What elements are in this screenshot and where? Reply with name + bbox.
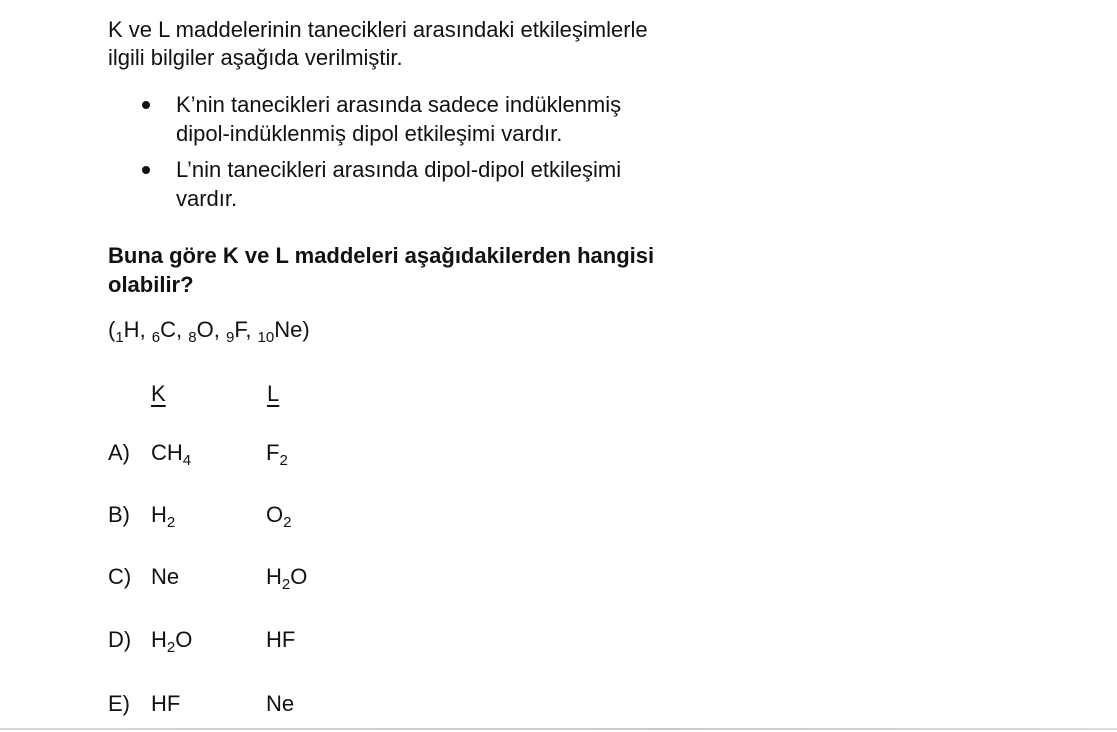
bullet-k-line-2: dipol-indüklenmiş dipol etkileşimi vardır.: [176, 121, 563, 146]
atomic-numbers: ($_1H$, $_6$C, $_8$O, $_9$F, $_{10}$Ne): [108, 317, 310, 346]
column-header-k: K: [151, 381, 166, 406]
option-letter: D): [108, 627, 132, 652]
option-letter: C): [108, 564, 132, 589]
element-symbol-f: F: [234, 317, 246, 342]
option-letter: A): [108, 440, 130, 465]
option-l-formula: $F_2$: [266, 440, 288, 469]
question-line-2: olabilir?: [108, 272, 194, 297]
atomic-number-o: 8: [188, 329, 197, 346]
element-symbol-o: O: [196, 317, 214, 342]
option-k-formula: HF: [151, 691, 181, 716]
option-k-formula: Ne: [151, 564, 180, 589]
intro-paragraph: [108, 16, 808, 72]
bullet-item-l: [108, 155, 808, 213]
option-letter: B): [108, 502, 130, 527]
bullet-l-line-2: vardır.: [176, 186, 238, 211]
atomic-number-f: 9: [225, 329, 235, 346]
atomic-number-h: 1: [115, 329, 124, 346]
question-stem: [108, 241, 654, 299]
option-l-formula: Ne: [266, 691, 295, 716]
option-l-formula: $H_2O$: [266, 564, 308, 593]
option-l-formula: HF: [266, 627, 296, 652]
option-k-formula: $H_2$: [151, 502, 176, 531]
bullet-item-k: [108, 90, 808, 148]
atomic-number-c: 6: [151, 329, 161, 346]
column-header-l: L: [267, 381, 280, 406]
answer-option-a[interactable]: [108, 437, 508, 469]
intro-line-1: K ve L maddelerinin tanecikleri arasındaki etkileşimlerle: [108, 17, 648, 42]
element-symbol-ne: Ne: [274, 317, 303, 342]
bullet-list: [108, 90, 808, 220]
element-symbol-h: H: [123, 317, 140, 342]
option-k-formula: $CH_4$: [151, 440, 192, 469]
answer-option-c[interactable]: [108, 561, 508, 593]
option-k-formula: $H_2O$: [151, 627, 193, 656]
bullet-l-line-1: L’nin tanecikleri arasında dipol-dipol etkileşimi: [176, 157, 622, 182]
answer-option-d[interactable]: [108, 624, 508, 656]
bullet-dot-icon: [142, 166, 150, 174]
answer-option-b[interactable]: [108, 499, 508, 531]
bullet-dot-icon: [142, 101, 150, 109]
option-letter: E): [108, 691, 130, 716]
intro-line-2: ilgili bilgiler aşağıda verilmiştir.: [108, 45, 403, 70]
option-l-formula: $O_2$: [266, 502, 292, 531]
page-bottom-divider: [0, 728, 1117, 730]
answer-option-e[interactable]: [108, 688, 508, 720]
question-line-1: Buna göre K ve L maddeleri aşağıdakilerden hangisi: [108, 243, 655, 268]
element-symbol-c: C: [160, 317, 177, 342]
bullet-k-line-1: K’nin tanecikleri arasında sadece indüklenmiş: [176, 92, 622, 117]
atomic-number-ne: 10: [257, 329, 275, 346]
